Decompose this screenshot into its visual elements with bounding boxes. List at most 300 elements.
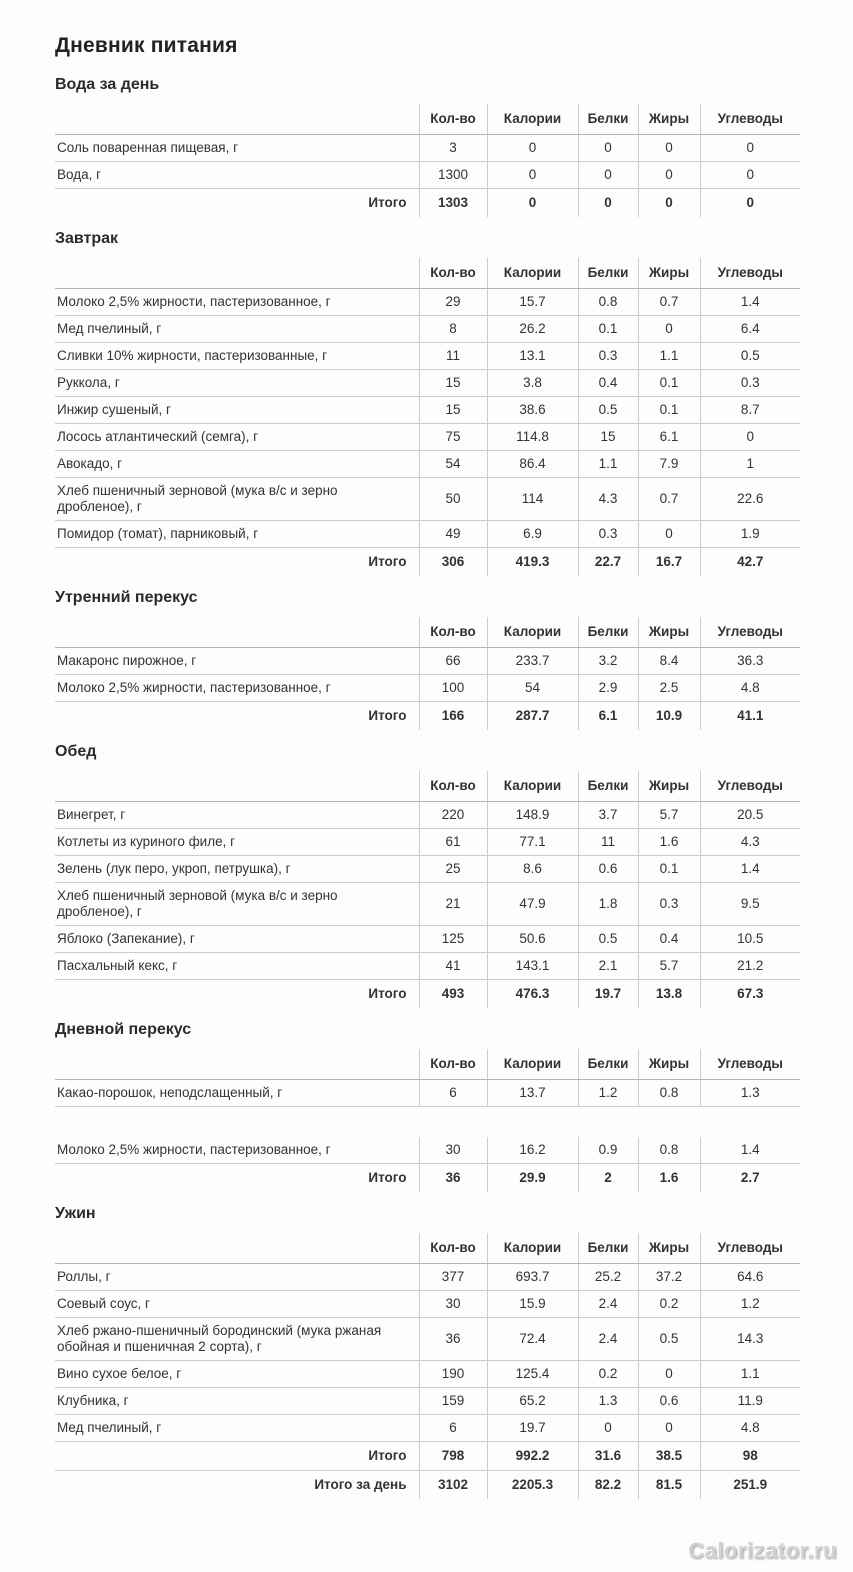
food-name: Помидор (томат), парниковый, г xyxy=(55,521,419,548)
table-row xyxy=(55,829,800,856)
food-value: 50 xyxy=(419,478,487,521)
total-row-value: 0 xyxy=(487,189,578,218)
column-header-2: Белки xyxy=(578,1233,638,1264)
food-name: Руккола, г xyxy=(55,370,419,397)
food-value: 0 xyxy=(700,135,800,162)
table-row xyxy=(55,648,800,675)
nutrition-table xyxy=(55,1049,800,1107)
table-row xyxy=(55,1361,800,1388)
total-row xyxy=(55,548,800,577)
food-name: Хлеб пшеничный зерновой (мука в/с и зерно дробленое), г xyxy=(55,478,419,521)
column-header-empty xyxy=(55,1049,419,1080)
food-name: Мед пчелиный, г xyxy=(55,316,419,343)
food-value: 6 xyxy=(419,1415,487,1442)
table-row xyxy=(55,1264,800,1291)
food-name: Вино сухое белое, г xyxy=(55,1361,419,1388)
food-value: 1.1 xyxy=(578,451,638,478)
nutrition-table xyxy=(55,771,800,1008)
table-row xyxy=(55,1415,800,1442)
total-row-value: 1303 xyxy=(419,189,487,218)
food-value: 6 xyxy=(419,1080,487,1107)
food-value: 0.1 xyxy=(638,397,700,424)
food-name: Молоко 2,5% жирности, пастеризованное, г xyxy=(55,289,419,316)
food-value: 22.6 xyxy=(700,478,800,521)
food-value: 220 xyxy=(419,802,487,829)
total-row-value: 0 xyxy=(700,189,800,218)
column-header-2: Белки xyxy=(578,104,638,135)
meal-section xyxy=(55,1021,800,1192)
column-header-0: Кол-во xyxy=(419,771,487,802)
column-header-empty xyxy=(55,104,419,135)
food-value: 0.1 xyxy=(578,316,638,343)
food-value: 143.1 xyxy=(487,953,578,980)
column-header-1: Калории xyxy=(487,104,578,135)
food-name: Хлеб ржано-пшеничный бородинский (мука ржаная обойная и пшеничная 2 сорта), г xyxy=(55,1318,419,1361)
meal-section xyxy=(55,743,800,1008)
column-header-empty xyxy=(55,771,419,802)
food-value: 125.4 xyxy=(487,1361,578,1388)
food-value: 3.8 xyxy=(487,370,578,397)
food-name: Соль поваренная пищевая, г xyxy=(55,135,419,162)
column-header-empty xyxy=(55,1233,419,1264)
food-value: 30 xyxy=(419,1291,487,1318)
total-row-value: 476.3 xyxy=(487,980,578,1009)
food-value: 1.9 xyxy=(700,521,800,548)
day-total-row-value: 81.5 xyxy=(638,1471,700,1500)
food-value: 0.5 xyxy=(700,343,800,370)
food-value: 21 xyxy=(419,883,487,926)
food-value: 2.5 xyxy=(638,675,700,702)
total-row-value: 19.7 xyxy=(578,980,638,1009)
food-value: 2.9 xyxy=(578,675,638,702)
food-value: 4.3 xyxy=(578,478,638,521)
meal-section xyxy=(55,76,800,217)
nutrition-table xyxy=(55,104,800,217)
total-row xyxy=(55,980,800,1009)
total-row-value: 16.7 xyxy=(638,548,700,577)
table-row xyxy=(55,1388,800,1415)
total-row-value: 419.3 xyxy=(487,548,578,577)
food-value: 0 xyxy=(487,162,578,189)
food-value: 11.9 xyxy=(700,1388,800,1415)
total-row-value: 10.9 xyxy=(638,702,700,731)
column-header-4: Углеводы xyxy=(700,771,800,802)
food-name: Мед пчелиный, г xyxy=(55,1415,419,1442)
food-value: 75 xyxy=(419,424,487,451)
section-title: Ужин xyxy=(55,1205,96,1222)
column-header-1: Калории xyxy=(487,1049,578,1080)
table-row xyxy=(55,478,800,521)
table-header-row xyxy=(55,617,800,648)
food-value: 0.7 xyxy=(638,289,700,316)
food-value: 1.4 xyxy=(700,1137,800,1164)
table-row xyxy=(55,883,800,926)
table-header-row xyxy=(55,258,800,289)
food-value: 0.8 xyxy=(638,1137,700,1164)
total-row-value: 22.7 xyxy=(578,548,638,577)
nutrition-table xyxy=(55,1137,800,1192)
food-value: 0.6 xyxy=(638,1388,700,1415)
food-value: 1.2 xyxy=(578,1080,638,1107)
column-header-2: Белки xyxy=(578,258,638,289)
day-total-row-value: 2205.3 xyxy=(487,1471,578,1500)
nutrition-table xyxy=(55,617,800,730)
food-value: 114 xyxy=(487,478,578,521)
food-value: 13.1 xyxy=(487,343,578,370)
column-header-3: Жиры xyxy=(638,258,700,289)
total-row-value: 2 xyxy=(578,1164,638,1193)
food-value: 65.2 xyxy=(487,1388,578,1415)
column-header-1: Калории xyxy=(487,617,578,648)
total-row-value: 98 xyxy=(700,1442,800,1471)
total-row-value: 31.6 xyxy=(578,1442,638,1471)
food-value: 125 xyxy=(419,926,487,953)
column-header-2: Белки xyxy=(578,771,638,802)
column-header-4: Углеводы xyxy=(700,617,800,648)
meal-section xyxy=(55,230,800,576)
food-value: 6.9 xyxy=(487,521,578,548)
table-row xyxy=(55,856,800,883)
day-total-row-value: 3102 xyxy=(419,1471,487,1500)
food-value: 0 xyxy=(700,162,800,189)
table-row xyxy=(55,521,800,548)
food-value: 0.3 xyxy=(638,883,700,926)
food-value: 1.3 xyxy=(700,1080,800,1107)
food-value: 3.7 xyxy=(578,802,638,829)
food-value: 26.2 xyxy=(487,316,578,343)
column-header-4: Углеводы xyxy=(700,258,800,289)
food-name: Сливки 10% жирности, пастеризованные, г xyxy=(55,343,419,370)
column-header-3: Жиры xyxy=(638,104,700,135)
total-row-value: 306 xyxy=(419,548,487,577)
table-row xyxy=(55,675,800,702)
meal-section xyxy=(55,589,800,730)
food-value: 6.4 xyxy=(700,316,800,343)
food-value: 0 xyxy=(638,1415,700,1442)
food-value: 5.7 xyxy=(638,953,700,980)
total-row-value: 166 xyxy=(419,702,487,731)
food-value: 37.2 xyxy=(638,1264,700,1291)
food-value: 36.3 xyxy=(700,648,800,675)
column-header-4: Углеводы xyxy=(700,104,800,135)
food-name: Вода, г xyxy=(55,162,419,189)
food-value: 0 xyxy=(578,162,638,189)
food-value: 3 xyxy=(419,135,487,162)
food-value: 11 xyxy=(578,829,638,856)
food-value: 0 xyxy=(638,521,700,548)
total-row-value: 287.7 xyxy=(487,702,578,731)
column-header-1: Калории xyxy=(487,1233,578,1264)
food-value: 8 xyxy=(419,316,487,343)
food-value: 8.4 xyxy=(638,648,700,675)
food-value: 0.4 xyxy=(638,926,700,953)
food-name: Молоко 2,5% жирности, пастеризованное, г xyxy=(55,1137,419,1164)
food-value: 36 xyxy=(419,1318,487,1361)
total-row-value: 36 xyxy=(419,1164,487,1193)
table-row xyxy=(55,953,800,980)
total-row-value: 1.6 xyxy=(638,1164,700,1193)
food-name: Лосось атлантический (семга), г xyxy=(55,424,419,451)
column-header-4: Углеводы xyxy=(700,1233,800,1264)
food-name: Котлеты из куриного филе, г xyxy=(55,829,419,856)
total-row-label: Итого xyxy=(368,986,407,1001)
food-name: Роллы, г xyxy=(55,1264,419,1291)
food-value: 693.7 xyxy=(487,1264,578,1291)
food-value: 86.4 xyxy=(487,451,578,478)
day-total-row-value: 251.9 xyxy=(700,1471,800,1500)
food-value: 0.4 xyxy=(578,370,638,397)
food-value: 3.2 xyxy=(578,648,638,675)
total-row-label: Итого xyxy=(368,195,407,210)
section-title: Утренний перекус xyxy=(55,589,198,606)
table-row xyxy=(55,1318,800,1361)
food-value: 0.9 xyxy=(578,1137,638,1164)
food-name: Клубника, г xyxy=(55,1388,419,1415)
food-value: 14.3 xyxy=(700,1318,800,1361)
food-name: Молоко 2,5% жирности, пастеризованное, г xyxy=(55,675,419,702)
food-value: 0.5 xyxy=(638,1318,700,1361)
food-value: 0 xyxy=(700,424,800,451)
table-row xyxy=(55,926,800,953)
table-row xyxy=(55,289,800,316)
food-value: 0 xyxy=(638,135,700,162)
food-value: 1.1 xyxy=(638,343,700,370)
food-value: 4.8 xyxy=(700,675,800,702)
food-value: 72.4 xyxy=(487,1318,578,1361)
table-row xyxy=(55,343,800,370)
food-name: Хлеб пшеничный зерновой (мука в/с и зерно дробленое), г xyxy=(55,883,419,926)
calorizator-watermark: Calorizator.ru xyxy=(688,1538,837,1563)
table-header-row xyxy=(55,104,800,135)
food-value: 25 xyxy=(419,856,487,883)
food-value: 1.3 xyxy=(578,1388,638,1415)
page-title: Дневник питания xyxy=(55,34,238,57)
food-value: 159 xyxy=(419,1388,487,1415)
total-row-label: Итого xyxy=(368,1170,407,1185)
table-header-row xyxy=(55,771,800,802)
table-header-row xyxy=(55,1233,800,1264)
food-value: 0.8 xyxy=(578,289,638,316)
total-row-value: 798 xyxy=(419,1442,487,1471)
food-value: 100 xyxy=(419,675,487,702)
food-value: 1.1 xyxy=(700,1361,800,1388)
table-row xyxy=(55,1080,800,1107)
food-value: 9.5 xyxy=(700,883,800,926)
food-value: 41 xyxy=(419,953,487,980)
total-row-value: 29.9 xyxy=(487,1164,578,1193)
section-title: Дневной перекус xyxy=(55,1021,192,1038)
total-row-label: Итого xyxy=(368,554,407,569)
food-value: 0.2 xyxy=(638,1291,700,1318)
food-value: 15 xyxy=(578,424,638,451)
column-header-0: Кол-во xyxy=(419,617,487,648)
food-value: 47.9 xyxy=(487,883,578,926)
food-value: 0 xyxy=(638,162,700,189)
food-name: Какао-порошок, неподслащенный, г xyxy=(55,1080,419,1107)
food-value: 1.6 xyxy=(638,829,700,856)
food-value: 0.5 xyxy=(578,926,638,953)
food-value: 13.7 xyxy=(487,1080,578,1107)
column-header-3: Жиры xyxy=(638,771,700,802)
food-value: 20.5 xyxy=(700,802,800,829)
food-value: 0 xyxy=(638,316,700,343)
food-value: 148.9 xyxy=(487,802,578,829)
food-value: 30 xyxy=(419,1137,487,1164)
food-value: 8.7 xyxy=(700,397,800,424)
food-value: 0 xyxy=(487,135,578,162)
food-value: 1300 xyxy=(419,162,487,189)
column-header-0: Кол-во xyxy=(419,258,487,289)
total-row-value: 67.3 xyxy=(700,980,800,1009)
food-name: Макаронс пирожное, г xyxy=(55,648,419,675)
food-value: 0.1 xyxy=(638,856,700,883)
table-row xyxy=(55,1291,800,1318)
food-value: 66 xyxy=(419,648,487,675)
section-title: Завтрак xyxy=(55,230,119,247)
food-value: 15.9 xyxy=(487,1291,578,1318)
total-row-value: 41.1 xyxy=(700,702,800,731)
food-value: 0.7 xyxy=(638,478,700,521)
column-header-3: Жиры xyxy=(638,1049,700,1080)
total-row-value: 38.5 xyxy=(638,1442,700,1471)
total-row-value: 493 xyxy=(419,980,487,1009)
food-value: 21.2 xyxy=(700,953,800,980)
food-value: 16.2 xyxy=(487,1137,578,1164)
total-row xyxy=(55,189,800,218)
meal-section xyxy=(55,1205,800,1499)
food-value: 2.1 xyxy=(578,953,638,980)
total-row xyxy=(55,1164,800,1193)
food-value: 4.3 xyxy=(700,829,800,856)
column-header-3: Жиры xyxy=(638,617,700,648)
food-value: 4.8 xyxy=(700,1415,800,1442)
food-value: 50.6 xyxy=(487,926,578,953)
food-value: 1.4 xyxy=(700,289,800,316)
food-value: 54 xyxy=(419,451,487,478)
food-name: Инжир сушеный, г xyxy=(55,397,419,424)
food-value: 0 xyxy=(578,1415,638,1442)
food-value: 49 xyxy=(419,521,487,548)
column-header-empty xyxy=(55,258,419,289)
food-value: 38.6 xyxy=(487,397,578,424)
day-total-row-label: Итого за день xyxy=(314,1477,407,1492)
food-value: 7.9 xyxy=(638,451,700,478)
food-value: 233.7 xyxy=(487,648,578,675)
food-value: 0.5 xyxy=(578,397,638,424)
food-value: 64.6 xyxy=(700,1264,800,1291)
total-row-value: 2.7 xyxy=(700,1164,800,1193)
table-row xyxy=(55,1137,800,1164)
food-value: 11 xyxy=(419,343,487,370)
food-value: 2.4 xyxy=(578,1318,638,1361)
food-value: 15 xyxy=(419,397,487,424)
food-value: 29 xyxy=(419,289,487,316)
day-total-row-value: 82.2 xyxy=(578,1471,638,1500)
food-value: 377 xyxy=(419,1264,487,1291)
column-header-0: Кол-во xyxy=(419,104,487,135)
column-header-2: Белки xyxy=(578,1049,638,1080)
food-value: 114.8 xyxy=(487,424,578,451)
food-value: 1 xyxy=(700,451,800,478)
food-name: Пасхальный кекс, г xyxy=(55,953,419,980)
food-value: 0.8 xyxy=(638,1080,700,1107)
table-row xyxy=(55,802,800,829)
total-row-value: 992.2 xyxy=(487,1442,578,1471)
column-header-4: Углеводы xyxy=(700,1049,800,1080)
column-header-1: Калории xyxy=(487,771,578,802)
total-row-value: 0 xyxy=(578,189,638,218)
food-value: 0.2 xyxy=(578,1361,638,1388)
food-value: 77.1 xyxy=(487,829,578,856)
total-row-value: 6.1 xyxy=(578,702,638,731)
food-value: 0.3 xyxy=(700,370,800,397)
table-header-row xyxy=(55,1049,800,1080)
meal-sections-container xyxy=(55,76,800,1499)
food-value: 0.1 xyxy=(638,370,700,397)
table-row xyxy=(55,451,800,478)
nutrition-table xyxy=(55,1233,800,1499)
section-title: Вода за день xyxy=(55,76,160,93)
total-row xyxy=(55,702,800,731)
total-row-value: 42.7 xyxy=(700,548,800,577)
food-value: 19.7 xyxy=(487,1415,578,1442)
column-header-0: Кол-во xyxy=(419,1233,487,1264)
column-header-empty xyxy=(55,617,419,648)
food-name: Яблоко (Запекание), г xyxy=(55,926,419,953)
section-title: Обед xyxy=(55,743,97,760)
food-value: 6.1 xyxy=(638,424,700,451)
food-value: 0 xyxy=(578,135,638,162)
food-value: 1.2 xyxy=(700,1291,800,1318)
total-row xyxy=(55,1442,800,1471)
table-row xyxy=(55,135,800,162)
food-value: 5.7 xyxy=(638,802,700,829)
total-row-value: 13.8 xyxy=(638,980,700,1009)
food-value: 10.5 xyxy=(700,926,800,953)
food-value: 61 xyxy=(419,829,487,856)
food-value: 0.3 xyxy=(578,521,638,548)
total-row-label: Итого xyxy=(368,708,407,723)
food-value: 2.4 xyxy=(578,1291,638,1318)
food-value: 1.8 xyxy=(578,883,638,926)
table-row xyxy=(55,397,800,424)
total-row-value: 0 xyxy=(638,189,700,218)
food-value: 54 xyxy=(487,675,578,702)
table-row xyxy=(55,424,800,451)
food-value: 0 xyxy=(638,1361,700,1388)
column-header-0: Кол-во xyxy=(419,1049,487,1080)
food-value: 1.4 xyxy=(700,856,800,883)
food-name: Винегрет, г xyxy=(55,802,419,829)
column-header-3: Жиры xyxy=(638,1233,700,1264)
food-value: 0.6 xyxy=(578,856,638,883)
food-value: 0.3 xyxy=(578,343,638,370)
day-total-row xyxy=(55,1471,800,1500)
food-value: 15 xyxy=(419,370,487,397)
column-header-1: Калории xyxy=(487,258,578,289)
nutrition-table xyxy=(55,258,800,576)
table-row xyxy=(55,316,800,343)
food-value: 8.6 xyxy=(487,856,578,883)
table-row xyxy=(55,162,800,189)
column-header-2: Белки xyxy=(578,617,638,648)
total-row-label: Итого xyxy=(55,1442,419,1471)
food-name: Соевый соус, г xyxy=(55,1291,419,1318)
table-row xyxy=(55,370,800,397)
food-value: 190 xyxy=(419,1361,487,1388)
food-value: 25.2 xyxy=(578,1264,638,1291)
food-name: Зелень (лук перо, укроп, петрушка), г xyxy=(55,856,419,883)
